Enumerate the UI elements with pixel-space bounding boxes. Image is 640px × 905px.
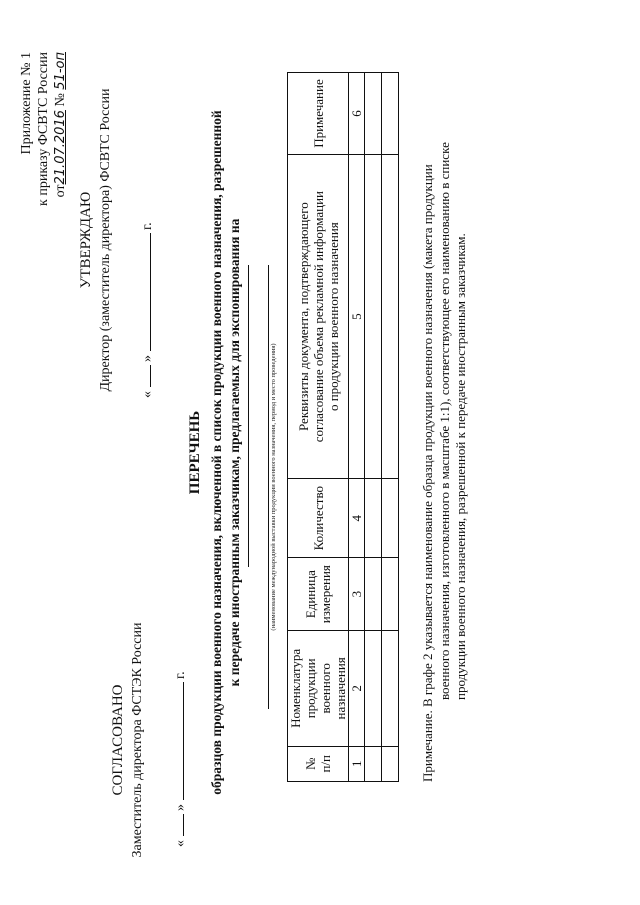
annex-number-prefix: №: [53, 93, 68, 107]
footnote-line-3: продукции военного назначения, разрешенной к передаче иностранным заказчикам.: [453, 233, 468, 700]
list-subtitle-line-2: к передаче иностранным заказчикам, предлагаемых для экспонирования на: [227, 218, 242, 687]
annex-date-prefix: от: [53, 184, 68, 198]
header-cell-document: Реквизиты документа, подтверждающего согласование объема рекламной информации о продукции военного назначения: [288, 155, 349, 479]
approve-title: УТВЕРЖДАЮ: [78, 191, 94, 289]
exhibition-name-line-2: [268, 265, 269, 709]
agree-year-suffix: г.: [173, 671, 188, 679]
annex-line-2: к приказу ФСВТС России: [36, 52, 51, 206]
table-header-row: [288, 73, 349, 782]
col-number-5: 5: [349, 155, 365, 479]
annex-date-handwritten: 21.07.2016: [53, 110, 68, 185]
footnote: [420, 72, 470, 782]
agree-quote-close: »: [173, 804, 188, 811]
col-number-6: 6: [349, 73, 365, 155]
exhibits-table: [287, 72, 399, 782]
header-cell-quantity: Количество: [288, 479, 349, 558]
approve-position: Директор (заместитель директора) ФСВТС России: [98, 88, 113, 392]
col-number-3: 3: [349, 558, 365, 631]
table-number-row: [349, 73, 365, 782]
table-row: [382, 73, 399, 782]
approve-year-suffix: г.: [140, 222, 155, 230]
approve-date-line: [140, 222, 156, 398]
footnote-line-1: Примечание. В графе 2 указывается наименование образца продукции военного назначения (макета продукции: [420, 164, 435, 782]
header-cell-nomenclature: Номенклатура продукции военного назначения: [288, 631, 349, 746]
agree-position: Заместитель директора ФСТЭК России: [130, 622, 145, 858]
exhibition-caption: (наименование международной выставки продукции военного назначения, период и место проведения): [270, 343, 277, 631]
footnote-line-2: военного назначения, изготовленного в масштабе 1:1), соответствующее его наименованию в списке: [436, 142, 452, 700]
annex-number-handwritten: 51-оп: [53, 52, 68, 90]
annex-line-1: Приложение № 1: [19, 52, 34, 155]
col-number-4: 4: [349, 479, 365, 558]
agree-quote-open: «: [173, 840, 188, 847]
list-subtitle-line-1: образцов продукции военного назначения, включенной в список продукции военного назначения, разрешенной: [209, 110, 224, 795]
approve-quote-open: «: [140, 391, 155, 398]
header-cell-remark: Примечание: [288, 73, 349, 155]
col-number-1: 1: [349, 746, 365, 781]
header-cell-unit: Единица измерения: [288, 558, 349, 631]
annex-block: [18, 52, 69, 206]
header-cell-number: № п/п: [288, 746, 349, 781]
list-title: ПЕРЕЧЕНЬ: [187, 410, 203, 495]
agree-title: СОГЛАСОВАНО: [110, 684, 126, 796]
annex-date-line: [52, 52, 69, 206]
col-number-2: 2: [349, 631, 365, 746]
table-row: [365, 73, 382, 782]
approve-quote-close: »: [140, 355, 155, 362]
exhibition-name-line: [248, 265, 249, 567]
